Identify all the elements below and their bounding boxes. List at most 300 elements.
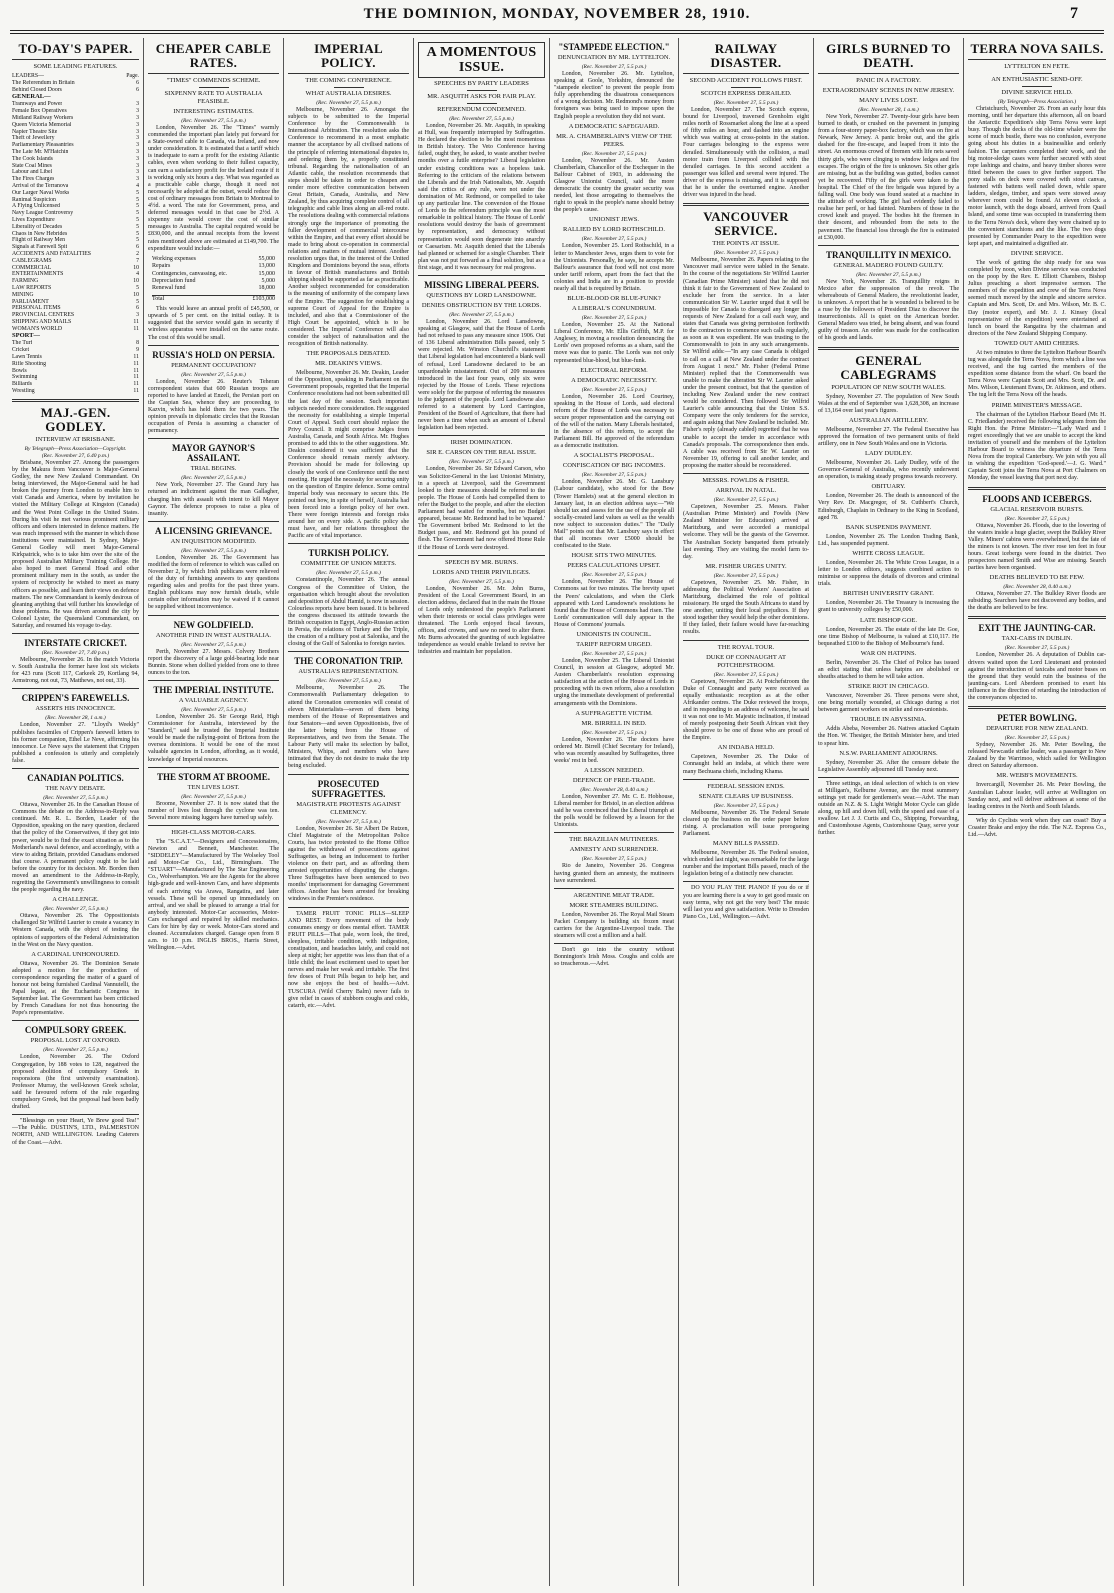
article-body: London, November 26. The "Times" warmly commended the important plan lately put forward for a State-owned cable to Canada, via Ireland, and now under consideration. It is estimated that a tariff which is inadequate to earn a profit for the existing Atlantic cables, even when working to their fullest capacity, can earn a satisfactory profit for the Ireland route if it is working only six hours a day. What was regarded as a practicable cable charge, though it need not necessarily be adopted at the outset, would reduce the cost of ordinary messages from Britain to Montreal to 4½d. a word. The rate for Government, press, and deferred messages would in that case be 2½d. A sixpenny rate would cover the cost of similar messages to Australia. The capital required would be £830,000, and the annual receipts from the lowest rates mentioned above are estimated at £149,700. The expenditure would include:— bbox=[148, 125, 279, 252]
article-subheading: QUESTIONS BY LORD LANSDOWNE. bbox=[426, 291, 537, 299]
index-row bbox=[12, 299, 139, 306]
index-label: Our Larger Naval Works bbox=[12, 189, 70, 196]
article-headline: FLOODS AND ICEBERGS. bbox=[982, 493, 1092, 504]
article-body: Melbourne, November 26. The Federal session, which ended last night, was remarkable for the large number and the important Bills passed, much of the legislation being of a distinctly new character. bbox=[683, 850, 809, 878]
table-row bbox=[152, 295, 275, 303]
index-page: 6 bbox=[136, 244, 139, 251]
index-page: 10 bbox=[133, 291, 139, 298]
divider bbox=[418, 555, 545, 556]
index-label: Tramways and Power bbox=[12, 101, 63, 108]
divider bbox=[467, 103, 497, 104]
divider bbox=[148, 767, 279, 768]
index-label: Rifle Shooting bbox=[12, 360, 46, 367]
article-headline: EXIT THE JAUNTING-CAR. bbox=[978, 623, 1096, 634]
divider bbox=[1022, 86, 1052, 87]
index-label: FARMING bbox=[12, 278, 39, 285]
index-label: COMMERCIAL bbox=[12, 264, 52, 271]
advertisement: The "S.C.A.T."—Designers and Concessionaires, Newton and Bennett, Manchester. The "SIDDELEY"—Manufactured by The Wolseley Tool and Motor-Car Co., Ltd., Birmingham. The "STUART"—Manufactured by The Star Engineering Co., Wolverhampton. We are the Agents for the above high-grade and well-known Cars, and have shipments of each arriving via Arawa, Rangatira, and later vessels. These will be opened up immediately on arrival, and we shall be pleased to arrange a trial for anybody interested. Motor-Car accessories, Motor-Cars exchanged and repaired by skilled mechanics. Cars for hire by day or week. Motor-Cars stored and cleaned. Accumulators charged. Garage open from 8 a.m. to 10 p.m. INGLIS BROS., Harris Street, Wellington.—Advt. bbox=[148, 838, 279, 952]
article-subheading: TROUBLE IN ABYSSINIA. bbox=[850, 716, 927, 724]
article-headline: TRANQUILLITY IN MEXICO. bbox=[826, 249, 951, 260]
dateline: (Rec. November 27, 5.5 p.m.) bbox=[181, 547, 246, 554]
article-body: Melbourne, November 26. Amongst the subjects to be submitted to the Imperial Conference by the Commonwealth is International Arbitration. The resolution asks the Conference to recommend in a most emphatic manner the acceptance by all civilised nations of the principle of referring international disputes to, and ordering them by, a properly constituted tribunal. Regarding the nationalisation of an Atlantic cable, the resolution recommends that steps should be taken in order to cheapen and render more effective communication between Great Britain, Canada, Australia, and New Zealand, by thus acquiring complete control of all telegraphic and cable lines along an all-red route. The resolutions dealing with commercial relations strongly urge the importance of promoting the fuller development of commercial intercourse within the Empire, and that every effort should be made to bring about co-operation in commercial relations and matters of mutual interest. Another resolution urges that, in the interest of the United Kingdom and Dominions beyond the seas, efforts in favour of British manufactures and British shipping should be supported as far as practicable. Another subject recommended for consideration is the meaning of uniformity of the company laws of the Empire. The suggestion for establishing a supreme Court of Appeal for the Empire is included, and also that a Commissioner of the High Court be appointed, which is to be considered. The Imperial Conference will also consider the subject of naturalisation and the recognition of British nationality. bbox=[288, 107, 409, 348]
article-subheading: LADY DUDLEY. bbox=[865, 450, 912, 458]
table-label: Depreciation fund bbox=[152, 277, 196, 284]
article-subheading: AN INDABA HELD. bbox=[717, 744, 775, 752]
divider bbox=[12, 1020, 139, 1021]
index-label: PROVINCIAL CENTRES bbox=[12, 312, 75, 319]
article-subheading: A LIBERAL'S CONUNDRUM. bbox=[571, 305, 657, 313]
article-subheading: MR. FISHER URGES UNITY. bbox=[705, 562, 787, 570]
article-subheading: THE POINTS AT ISSUE. bbox=[712, 240, 780, 248]
article-body: London, November 27. The Scotch express, bound for Liverpool, traversed Grenholm eight miles north of Rossmarket along the line at a speed of fifty miles an hour, and dashed into an engine which was waiting at cross-points in the station. Four carriages belonging to the express were derailed. Simultaneously with the collision, a mail motor train from Liverpool collided with the derailed carriages. In this second accident a passenger was killed and several were injured. The driver of the express is missing, and it is supposed that he is under the overturned engine. Another driver was injured in the head. bbox=[683, 107, 809, 199]
column-3 bbox=[288, 38, 409, 1588]
article-body: Ottawa, November 26. In the Canadian House of Commons the debate on the Address-in-Reply was continued. Mr. R. L. Borden, Leader of the Opposition, speaking on the navy question, declared that the policy of the Conservatives, if they got into power, would be to find the exact situation as to the Motherland's naval defence, and accordingly, with a view to aiding Britain, provided Canadians endorsed that course. A permanent policy ought to be laid before the country for its decision. Mr. Borden then moved an amendment to the Address-in-Reply, regretting the Government's unwillingness to consult the people regarding the navy. bbox=[12, 802, 139, 894]
article-subheading: TARIFF REFORM URGED. bbox=[576, 640, 652, 648]
article-headline: A LICENSING GRIEVANCE. bbox=[154, 525, 273, 536]
index-row bbox=[12, 115, 139, 122]
index-label: WOMAN'S WORLD bbox=[12, 325, 63, 332]
article-subheading: A DEMOCRATIC NECESSITY. bbox=[571, 376, 657, 384]
index-page: 7 bbox=[136, 257, 139, 264]
article-headline: CHEAPER CABLE RATES. bbox=[155, 41, 272, 70]
article-body: London, November 26. Mr. John Burns, President of the Local Government Board, in an election address, declared that in the main the House of Lords only understood the people's Parliament when their interests or social class privileges were threatened. The Lords enjoyed fiscal favours, offices, and crowns, and saw no need to alter them. Mr. Burns advocated the granting of such legislative independence as would enable Ireland to revive her industries and maintain her population. bbox=[418, 585, 545, 656]
article-headline: GIRLS BURNED TO DEATH. bbox=[826, 41, 951, 70]
index-page: 3 bbox=[136, 169, 139, 176]
index-row bbox=[12, 169, 139, 176]
divider bbox=[12, 688, 139, 689]
article-subheading: EXTRAORDINARY SCENES IN NEW JERSEY. bbox=[822, 87, 955, 94]
advertisement: Why do Cyclists work when they can coast? Buy a Coaster Brake and enjoy the ride. The N.Z. Express Co., Ltd.—Advt. bbox=[968, 817, 1106, 839]
divider bbox=[148, 680, 279, 681]
article-headline: A MOMENTOUS ISSUE. bbox=[418, 42, 545, 78]
article-subheading: PEERS CALCULATIONS UPSET. bbox=[567, 562, 661, 570]
index-label: MINING bbox=[12, 291, 34, 298]
article-subheading: "TIMES" COMMENDS SCHEME. bbox=[166, 77, 261, 84]
article-subheading: SIXPENNY RATE TO AUSTRALIA FEASIBLE. bbox=[164, 90, 263, 105]
article-headline: TURKISH POLICY. bbox=[308, 548, 389, 559]
dateline: (Rec. November 27, 5.5 p.m.) bbox=[449, 311, 514, 318]
index-row bbox=[12, 354, 139, 361]
dateline: (Rec. November 28, 1 a.m.) bbox=[858, 107, 919, 113]
dateline: (Rec. November 27, 5.5 p.m.) bbox=[449, 116, 514, 122]
divider bbox=[683, 203, 809, 206]
index-label: Swimming bbox=[12, 374, 38, 381]
index-label: Napier Theatre Site bbox=[12, 128, 58, 135]
dateline: (Rec. November 27, 5.5 p.m.) bbox=[1004, 515, 1070, 522]
index-page: 3 bbox=[136, 101, 139, 108]
article-subheading: TOWED OUT AMID CHEERS. bbox=[994, 339, 1080, 347]
index-page: 5 bbox=[136, 223, 139, 230]
section-heading: TO-DAY'S PAPER. bbox=[18, 41, 133, 56]
index-row bbox=[12, 381, 139, 388]
index-label: GENERAL— bbox=[12, 93, 51, 101]
index-label: SHIPPING AND MAILS bbox=[12, 318, 72, 325]
index-page: 4 bbox=[136, 271, 139, 278]
article-body: Ottawa, November 27. The Bulkley River floods are subsiding. Searchers have not discovered any bodies, and the deaths are believed to be few. bbox=[968, 591, 1106, 612]
article-subheading: WHAT AUSTRALIA DESIRES. bbox=[305, 90, 392, 97]
article-body: New York, November 26. Tranquillity reigns in Mexico after the suppression of the revolt. The whereabouts of General Madero, the revolutionist leader, is unknown. A report that he is wounded is believed to be a ruse by the followers of President Diaz to discover the insurrectionists. All is quiet on the American border. General Madero was tried, he being absent, and was found guilty of treason. An order was made for the confiscation of his goods and lands. bbox=[818, 278, 959, 342]
divider bbox=[818, 347, 959, 350]
article-body: London, November 25. The Liberal Unionist Council, in session at Glasgow, adopted Mr. Austen Chamberlain's resolution expressing satisfaction at the action of the House of Lords in proceeding with its own reform, also a resolution urging the immediate development of preferential arrangements with the Dominions. bbox=[554, 657, 674, 707]
article-body: London, November 27. "Lloyd's Weekly" publishes facsimiles of Crippen's farewell letters to his former companion, Ethel Le Neve, affirming his innocence. Le Neve says the statement that Crippen published a confession is utterly and completely false. bbox=[12, 722, 139, 764]
article-body: Melbourne, November 26. Lady Dudley, wife of the Governor-General of Australia, who recently underwent an operation, is making steady progress towards recovery. bbox=[818, 460, 959, 481]
article-body: London, November 25. Lord Rothschild, in a letter to Manchester Jews, urges them to vote for the Unionists. Personally, he says, he accepts Mr. Balfour's assurance that food will not cost more under tariff reform, apart from the fact that the colonies and India are in a position to provide nearly all that is required by Britain. bbox=[554, 243, 674, 292]
article-body: Vancouver, November 26. Three persons were shot, one being mortally wounded, at Chicago during a riot between garment workers on strike and non-unionists. bbox=[818, 693, 959, 714]
article-subheading: PROPOSAL LOST AT OXFORD. bbox=[30, 1037, 121, 1045]
dateline: (Rec. November 27, 5.5 p.m.) bbox=[581, 729, 647, 736]
index-page: 5 bbox=[136, 284, 139, 291]
divider bbox=[148, 615, 279, 616]
page-number: 7 bbox=[1070, 5, 1078, 22]
article-subheading: MESSRS. FOWLDS & FISHER. bbox=[702, 477, 790, 485]
article-subheading: POPULATION OF NEW SOUTH WALES. bbox=[831, 383, 946, 391]
dateline: (Rec. November 27, 5.5 p.m.) bbox=[581, 64, 647, 70]
article-body: Addis Abeba, November 26. Natives attacked Captain the Hon. W. Thesiger, the British Minister here, and tried to spear him. bbox=[818, 726, 959, 747]
divider bbox=[683, 881, 809, 882]
article-body: London, November 26. Sir George Reid, High Commissioner for Australia, interviewed by the "Standard," said he trusted the Imperial Institute would be made the rallying-point of Britons from the oversea dominions. It would be one of the most valuable agencies in London, affording, as it would, knowledge of Imperial resources. bbox=[148, 713, 279, 763]
article-body: London, November 26. The White Cross League, in a letter to London editors, suggests combined action to minimise or suppress the details of divorces and criminal trials. bbox=[818, 559, 959, 588]
index-label: Arrival of the Terranova bbox=[12, 182, 69, 189]
divider bbox=[288, 651, 409, 652]
index-label: The Late Mr. M'Hatchin bbox=[12, 148, 69, 155]
article-subheading: TRIAL BEGINS. bbox=[190, 465, 237, 473]
divider bbox=[12, 1114, 139, 1115]
index-page: 11 bbox=[133, 325, 139, 332]
dateline: (Rec. November 27, 5.5 p.m.) bbox=[713, 671, 779, 678]
divider bbox=[554, 943, 674, 944]
column-divider bbox=[143, 38, 144, 1586]
index-label: Signals at Farewell Spit bbox=[12, 244, 68, 251]
article-headline: MAJ.-GEN. GODLEY. bbox=[40, 404, 111, 434]
index-row bbox=[12, 142, 139, 149]
article-subheading: UNIONISTS IN COUNCIL. bbox=[576, 630, 652, 638]
divider bbox=[199, 87, 229, 88]
byline: By Telegraph—Press Association—Copyright. bbox=[24, 445, 127, 452]
divider bbox=[12, 633, 139, 634]
article-headline: TERRA NOVA SAILS. bbox=[970, 41, 1104, 56]
index-row bbox=[12, 203, 139, 210]
article-body: Sydney, November 26. After the censure debate the Legislative Assembly adjourned till Tuesday next. bbox=[818, 759, 959, 773]
dateline: (Rec. November 27, 5.5 p.m.) bbox=[316, 678, 381, 685]
table-label: Contingencies, canvassing, etc. bbox=[152, 270, 228, 277]
index-page: 2 bbox=[136, 250, 139, 257]
index-row bbox=[12, 258, 139, 265]
index-page: 9 bbox=[136, 347, 139, 354]
article-headline: THE CORONATION TRIP. bbox=[294, 656, 403, 667]
advertisement: "Blessings on your Heart, Ye Brew good Tea!" —The Public. DUSTIN'S, LTD., PALMERSTON NORTH, AND WELLINGTON. Leading Caterers of the Coast.—Advt. bbox=[12, 1118, 139, 1146]
dateline: (Rec. November 27, 5.5 p.m.) bbox=[316, 818, 381, 825]
table-row bbox=[152, 256, 275, 263]
index-page: 5 bbox=[136, 203, 139, 210]
table-value: 5,000 bbox=[261, 277, 275, 284]
article-subheading: WAR ON HATPINS. bbox=[860, 649, 917, 657]
dateline: (Rec. November 27, 5.5 p.m.) bbox=[581, 236, 647, 243]
article-body: Melbourne, November 26. The Federal Senate cleared up the business on the order paper before rising. A proclamation will issue prorogueing Parliament. bbox=[683, 809, 809, 837]
index-label: The Turf bbox=[12, 340, 33, 347]
article-subheading: THE NAVY DEBATE. bbox=[45, 785, 106, 793]
index-label: Midland Railway Workers bbox=[12, 114, 74, 121]
article-subheading: MR. BIRRELL IN BED. bbox=[581, 719, 647, 727]
dateline: (Rec. November 27, 5.5 p.m.) bbox=[1004, 645, 1070, 652]
article-body: Constantinople, November 26. The annual Congress of the Committee of Union, the organisation which brought about the revolution and deposition of Abdul Hamid, is now in session. Colourless reports have been issued. It is believed the congress discussed its attitude towards the British occupation in Egypt, Anglo-Russian action in Persia, the relations of Turkey and the Triple, the creation of a military post at Salonika, and the closing of the Gulf of Salonika to foreign navies. bbox=[288, 577, 409, 648]
index-row bbox=[12, 210, 139, 217]
article-subheading: ARRIVAL IN NATAL. bbox=[715, 487, 777, 495]
table-label: Repairs bbox=[152, 263, 171, 270]
article-subheading: A VALUABLE AGENCY. bbox=[178, 696, 249, 704]
divider bbox=[683, 73, 809, 74]
divider bbox=[288, 543, 409, 544]
index-row bbox=[12, 312, 139, 319]
article-subheading: CONFISCATION OF BIG INCOMES. bbox=[562, 462, 666, 470]
advertisement: DO YOU PLAY THE PIANO? If you do or if you are learning there is a way to get good music on easy terms, why not get the very best? The music will last you and give satisfaction. Write to Dresden Piano Co., Ltd., Wellington.—Advt. bbox=[683, 885, 809, 920]
article-subheading: MANY LIVES LOST. bbox=[859, 97, 918, 104]
index-label: PARLIAMENT bbox=[12, 298, 49, 305]
divider bbox=[818, 73, 959, 74]
dateline: (Rec. November 27, 5.5 p.m.) bbox=[43, 906, 108, 913]
index-page: 5 bbox=[136, 298, 139, 305]
article-subheading: PERMANENT OCCUPATION? bbox=[171, 361, 256, 369]
dateline: (Rec. November 27, 5.5 p.m.) bbox=[316, 570, 381, 577]
divider bbox=[968, 814, 1106, 815]
table-value: 55,000 bbox=[258, 255, 275, 262]
divider bbox=[148, 73, 279, 74]
index-row bbox=[12, 332, 139, 340]
article-subheading: ASSERTS HIS INNOCENCE. bbox=[35, 705, 116, 713]
index-label: SPORT— bbox=[12, 332, 40, 340]
index-page: 6 bbox=[136, 305, 139, 312]
article-subheading: RALLIED BY LORD ROTHSCHILD. bbox=[563, 226, 665, 234]
article-headline: GENERAL CABLEGRAMS bbox=[840, 352, 937, 382]
article-subheading: ELECTORAL REFORM. bbox=[580, 366, 648, 374]
divider bbox=[418, 275, 545, 276]
dateline: (Rec. November 27, 5.5 p.m.) bbox=[713, 497, 779, 504]
index-label: The Fires Charges bbox=[12, 176, 55, 183]
article-body: London, November 26. Lord Courtney, speaking in the House of Lords, said electoral reform of the House of Lords was necessary to secure proper representation and the carrying out of the will of the nation. Many Liberals hesitated, in the absence of this reform, to accept the Parliament Bill. He approved of the referendum as a democratic institution. bbox=[554, 393, 674, 450]
index-row bbox=[12, 368, 139, 375]
index-heading: SOME LEADING FEATURES. bbox=[33, 63, 118, 70]
article-subheading: INTERESTING ESTIMATES. bbox=[173, 108, 254, 115]
divider bbox=[148, 521, 279, 522]
article-subheading: THE ROYAL TOUR. bbox=[717, 643, 775, 651]
index-row bbox=[12, 347, 139, 354]
index-row bbox=[12, 285, 139, 292]
divider bbox=[968, 487, 1106, 490]
index-label: Female Box Operatives bbox=[12, 108, 67, 115]
index-row bbox=[12, 197, 139, 204]
dateline: (Rec. November 27, 5.5 p.m.) bbox=[181, 371, 246, 378]
article-headline: VANCOUVER SERVICE. bbox=[703, 209, 789, 239]
article-body: Ottawa, November 26. The Dominion Senate adopted a motion for the production of correspondence regarding the matter of a guard of honour not being furnished Cardinal Vannutelli, the Papal legate, at the Eucharistic Congress in September last. The Government has been criticised by French Canadians for not thus honouring the Pope's representative. bbox=[12, 960, 139, 1017]
index-page: 5 bbox=[136, 196, 139, 203]
article-subheading: TAXI-CABS IN DUBLIN. bbox=[1001, 635, 1073, 643]
article-body: Christchurch, November 26. From an early hour this morning, until her departure this afternoon, all on board the Antarctic Expedition's ship Terra Nova were kept busy. Though the decks of the old-time whaler were the scene of much bustle, there was no confusion, everyone going about his duties in a businesslike and orderly fashion. The carpenters completed their work, and the big motor-sledge cases were further secured with stout rope lashings and chains, and heavy timber shores were fitted between the cases to give further support. The pony stalls on deck were covered with stout canvas, fastened with battens well nailed down, while spare ladders, sledges, timber, and spars were stowed away wherever room could be found. At eleven o'clock a motor launch, with the dogs aboard, arrived from Quail Island, and some time was occupied in transferring them to the Terra Nova's deck, where they were chained up to the convenient stanchions and the like. The two dogs presented by Commander Peary to the expedition were kept apart, and maintained a dignified air. bbox=[968, 106, 1106, 247]
index-page: 11 bbox=[133, 354, 139, 361]
index-row bbox=[12, 122, 139, 129]
column-6 bbox=[683, 38, 809, 1588]
article-subheading: LYTTELTON EN FETE. bbox=[1004, 63, 1070, 70]
article-subheading: LORDS AND THEIR PRIVILEGES. bbox=[432, 568, 531, 576]
article-subheading: COMMITTEE OF UNION MEETS. bbox=[300, 560, 397, 568]
index-page: 6 bbox=[136, 86, 139, 93]
article-body: London, November 26. Sir Edward Carson, who was Solicitor-General in the last Unionist Ministry, in a speech at Liverpool, said the Government looked to their measures should be referred to the people. The House of Lords had compelled them to refer the Budget to the people, and after the election Parliament had waited for months, but no Budget appeared, because Mr. Redmond had to be 'squared.' The Government bribed Mr. Redmond to let the Budget pass, and Mr. Redmond got his pound of flesh. The Government had now offered Home Rule if the House of Lords were destroyed. bbox=[418, 466, 545, 551]
article-subheading: UNIONIST JEWS. bbox=[588, 216, 640, 224]
article-headline: PROSECUTED SUFFRAGETTES. bbox=[311, 778, 386, 799]
index-label: Queen Victoria Memorial bbox=[12, 121, 72, 128]
article-body: London, November 26. The estate of the late Dr. Goe, one time Bishop of Melbourne, is valued at £10,117. He bequeathed £100 to the Bishop of Melbourne's fund. bbox=[818, 626, 959, 647]
index-row bbox=[12, 190, 139, 197]
article-subheading: OBITUARY. bbox=[871, 483, 906, 491]
article-subheading: REFERENDUM CONDEMNED. bbox=[437, 106, 526, 113]
dateline: (Rec. November 28, 0.40 a.m.) bbox=[1003, 584, 1071, 591]
divider bbox=[683, 779, 809, 780]
index-row bbox=[12, 340, 139, 347]
expenditure-table bbox=[152, 256, 275, 303]
dateline: (Rec. November 27, 5.5 p.m.) bbox=[581, 572, 647, 579]
table-value: 15,000 bbox=[258, 270, 275, 277]
article-body: The chairman of the Lyttelton Harbour Board (Mr. H. C. Friedlander) received the following telegram from the Right Hon. the Prime Minister:—"Lady Ward and I regret exceedingly that we are unable to accept the kind invitation of yourself and the members of the Lyttelton Harbour Board to witness the departure of the Terra Nova from the tropical Canterbury. We join with you all in wishing the expedition 'God-speed.'—J. G. Ward." Captain Scott joins the Terra Nova at Port Chalmers on Monday, the vessel leaving that port next day. bbox=[968, 411, 1106, 482]
article-subheading: AUSTRALIAN ARTILLERY. bbox=[849, 416, 928, 424]
article-subheading: A CARDINAL UNHONOURED. bbox=[31, 950, 120, 958]
article-subheading: GENERAL MADERO FOUND GUILTY. bbox=[833, 261, 944, 269]
contents-index bbox=[12, 73, 139, 395]
article-body: New York, November 27. The Grand Jury has returned an indictment against the man Gallagher, charging him with assault with intent to kill Mayor Gaynor. The defence proposes to raise a plea of insanity. bbox=[148, 482, 279, 517]
article-body: London, November 26. The Royal Mail Steam Packet Company is building six frozen meat carriers for the Argentine-Liverpool trade. The steamers will cost a million and a half. bbox=[554, 911, 674, 940]
column-divider bbox=[549, 38, 550, 1586]
index-label: Lawn Tennis bbox=[12, 354, 42, 361]
index-page: 10 bbox=[133, 264, 139, 271]
article-subheading: AUSTRALIA'S REPRESENTATION. bbox=[298, 668, 399, 676]
index-row bbox=[12, 244, 139, 251]
column-1 bbox=[12, 38, 139, 1588]
index-page: 5 bbox=[136, 189, 139, 196]
index-label: Flight of Railway Men bbox=[12, 237, 65, 244]
divider bbox=[818, 777, 959, 778]
index-label: ENTERTAINMENTS bbox=[12, 271, 64, 278]
index-page: 11 bbox=[133, 360, 139, 367]
index-page: 5 bbox=[136, 230, 139, 237]
index-page: 11 bbox=[133, 374, 139, 381]
column-4 bbox=[418, 38, 545, 1588]
article-subheading: MR. WEBB'S MOVEMENTS. bbox=[996, 772, 1078, 780]
index-page: 3 bbox=[136, 148, 139, 155]
article-subheading: MORE STEAMERS BUILDING. bbox=[569, 901, 659, 909]
article-subheading: THE PROPOSALS DEBATED. bbox=[306, 350, 391, 358]
column-divider bbox=[413, 38, 414, 1586]
divider bbox=[148, 825, 279, 826]
article-body: Ottawa, November 26. The Oppositionists challenged Sir Wilfrid Laurier to create a vacancy in Western Canada, with the object of testing the opinions of supporters of the Federal Administration in the West on the Navy question. bbox=[12, 913, 139, 948]
masthead-rule bbox=[10, 30, 1104, 31]
column-divider bbox=[283, 38, 284, 1586]
article-headline: CANADIAN POLITICS. bbox=[27, 773, 124, 784]
article-subheading: THE COMING CONFERENCE. bbox=[305, 77, 392, 84]
dateline: (Rec. November 27, 5.5 p.m.) bbox=[713, 100, 779, 106]
article-subheading: SCOTCH EXPRESS DERAILED. bbox=[700, 90, 792, 97]
article-subheading: WHITE CROSS LEAGUE. bbox=[852, 549, 925, 557]
index-page: 5 bbox=[136, 216, 139, 223]
index-row bbox=[12, 183, 139, 190]
article-subheading: MR. ASQUITH ASKS FOR FAIR PLAY. bbox=[427, 93, 536, 100]
index-row bbox=[12, 149, 139, 156]
dateline: (Rec. November 27, 5.5 p.m.) bbox=[581, 315, 647, 322]
article-subheading: BLUE-BLOOD OR BLUE-FUNK? bbox=[567, 295, 661, 303]
divider bbox=[467, 90, 497, 91]
article-body: London, November 26. Mr. Lyttelton, speaking at Goole, Yorkshire, denounced the "stampede election" to prevent the people from fully apprehending the disastrous consequences of a wrong decision. Mr. Redmond's money from foreigners was being used to impose upon the English people a revolution they did not want. bbox=[554, 71, 674, 120]
table-row bbox=[152, 263, 275, 270]
article-body: Broome, November 27. It is now stated that the number of lives lost through the cyclone was ten. Several more missing luggers have turned up safely. bbox=[148, 800, 279, 821]
index-row bbox=[12, 361, 139, 368]
column-divider bbox=[678, 38, 679, 1586]
article-headline: THE STORM AT BROOME. bbox=[156, 771, 271, 782]
index-page: 3 bbox=[136, 312, 139, 319]
dateline: (Rec. November 27, 5.5 p.m.) bbox=[856, 271, 921, 278]
article-subheading: MR. A. CHAMBERLAIN'S VIEW OF THE PEERS. bbox=[556, 132, 672, 148]
article-body: Ottawa, November 26. Floods, due to the lowering of the waters inside a huge glacier, swept the Bulkley River Valley. Miners' cabins were overwhelmed, but the fate of the miners is not known. The river rose ten feet in four hours. Great icebergs were found in the district. Two prospectors named Smith and Wise are missing. Search parties have been organised. bbox=[968, 522, 1106, 572]
index-label: State Coal Mines bbox=[12, 162, 52, 169]
article-body: Capetown, November 25. Mr. Fisher, in addressing the Political Workers' Association at Maritzburg, disclaimed the role of political missionary. He urged the South Africans to stand by one another, uniting their local prejudices. If they stood together they would help the other dominions. If they failed, their failure would have far-reaching results. bbox=[683, 579, 809, 636]
index-page: 3 bbox=[136, 162, 139, 169]
index-row bbox=[12, 374, 139, 381]
index-label: CABLEGRAMS bbox=[12, 257, 52, 264]
advertisement: Three settings, an ideal selection of which is on view at Milligan's, Kelburne Avenue, are the most summery settings yet made for gentlemen's wear.—Advt. The man outside an N.Z. & S. Light Weight Motor Cycle can glide along, up hill and down hill, with the speed and ease of a swallow. Let J. J. Curtis and Co., Shipping, Forwarding, and Customhouse Agents, Customhouse Quay, serve your further. bbox=[818, 780, 959, 837]
index-row bbox=[12, 326, 139, 333]
article-subheading: INTERVIEW AT BRISBANE. bbox=[35, 435, 116, 443]
index-label: Billiards bbox=[12, 381, 32, 388]
article-subheading: HOUSE SITS TWO MINUTES. bbox=[571, 552, 657, 560]
dateline: (Rec. November 27, 5.5 p.m.) bbox=[316, 100, 381, 106]
index-row bbox=[12, 176, 139, 183]
article-body: Capetown, November 26. At Potchefstroom the Duke of Connaught and party were received as equally enthusiastic reception as at the other Afrikander centres. The Duke reviewed the troops, and in responding to an address of welcome, he said it was not one to Mr. Majestic inclination, if instead of merely postponing their South African visit they should prove to be one of those who are proud of the Empire. bbox=[683, 678, 809, 742]
table-label: Total bbox=[152, 295, 165, 302]
dateline: (Rec. November 28, 0.40 a.m.) bbox=[580, 787, 648, 793]
article-subheading: IRISH DOMINATION. bbox=[450, 439, 513, 447]
article-body: London, November 26. Mr. Asquith, in speaking at Hull, was frequently interrupted by Suffragettes. He declared the election to be the most momentous in British history. The Veto Conference having failed, ought they, he asked, to waste another twelve months over a futile enterprise? Liberal legislation under existing conditions was a hopeless task. Referring to the criticism of the relations between the Liberals and the Irish Nationalists, Mr. Asquith said the critics of any rule, were not under the domination of Mr. Redmond, or compelled to take up any particular line. The conversion of the House of Lords to the referendum principle was the most remarkable in political history. The House of Lords' resolutions would destroy the basis of government by representation, and democracy without representation would soon degenerate into anarchy or Caesarism. Mr. Asquith denied that the Liberals had planned or schemed for a single Chamber. Their plan was not put forward as a final solution, but as a first stage, and it was necessary for real progress. bbox=[418, 123, 545, 271]
index-page: 3 bbox=[136, 114, 139, 121]
article-body: Rio de Janeiro, November 26. Congress having granted them an amnesty, the mutineers have surrendered. bbox=[554, 863, 674, 884]
article-body: London, November 26. The House of Commons sat for two minutes. The brevity upset the Peers' calculations, and when the Clerk appeared with Lord Lansdowne's resolutions he found that the House of Commons had risen. The Lords' communication will duly appear in the House of Commons' journals. bbox=[554, 579, 674, 628]
index-page: 5 bbox=[136, 210, 139, 217]
article-body: London, November 26. Mr. Austen Chamberlain, Chancellor of the Exchequer in the Balfour Cabinet of 1903, in addressing the Glasgow Unionist Council, said the more democratic the country the greater security was needed, lest those arrogating to themselves the right to speak in the people's name should betray the people's cause. bbox=[554, 157, 674, 214]
article-headline: PETER BOWLING. bbox=[997, 713, 1077, 724]
article-headline: "STAMPEDE ELECTION." bbox=[558, 42, 670, 52]
dateline: (Rec. November 27, 7.40 p.m.) bbox=[41, 650, 110, 657]
index-page: 11 bbox=[133, 318, 139, 325]
index-label: Liberality of Decades bbox=[12, 223, 63, 230]
index-row bbox=[12, 93, 139, 101]
byline: (By Telegraph—Press Association.) bbox=[997, 99, 1077, 105]
index-label: Lives Expenditure bbox=[12, 216, 55, 223]
article-subheading: A SOCIALIST'S PROPOSAL. bbox=[573, 452, 655, 460]
divider bbox=[12, 768, 139, 769]
article-subheading: A DEMOCRATIC SAFEGUARD. bbox=[568, 122, 660, 130]
index-row bbox=[12, 73, 139, 80]
article-subheading: DEATHS BELIEVED TO BE FEW. bbox=[989, 574, 1085, 582]
divider bbox=[418, 435, 545, 436]
index-label: Parliamentary Pleasantries bbox=[12, 142, 74, 149]
article-subheading: A SUFFRAGETTE VICTIM. bbox=[575, 709, 653, 717]
index-label: Cricket bbox=[12, 347, 30, 354]
article-subheading: SPEECH BY MR. BURNS. bbox=[445, 558, 518, 566]
article-body: London, November 25. At the National Liberal Conference, Mr. Ellis Griffith, M.P. for Anglesey, in moving a resolution denouncing the Lords' own proposed reforms as a sham, said the move was due to panic. The Lords was not only represented blue-blood, but blue-funk. bbox=[554, 322, 674, 364]
dateline: (Rec. November 27, 5.5 p.m.) bbox=[181, 475, 246, 482]
index-page: 8 bbox=[136, 340, 139, 347]
article-body: Capetown, November 26. The Duke of Connaught held an indaba, at which there were many Bechuana chiefs, including Khama. bbox=[683, 754, 809, 775]
article-body: Sydney, November 27. The population of New South Wales at the end of September was 1,628,308, an increase of 13,164 over last year's figures. bbox=[818, 393, 959, 414]
index-row bbox=[12, 80, 139, 87]
index-row bbox=[12, 135, 139, 142]
index-row bbox=[12, 388, 139, 395]
table-value: 18,000 bbox=[258, 285, 275, 292]
article-subheading: AN ENTHUSIASTIC SEND-OFF. bbox=[991, 76, 1083, 83]
